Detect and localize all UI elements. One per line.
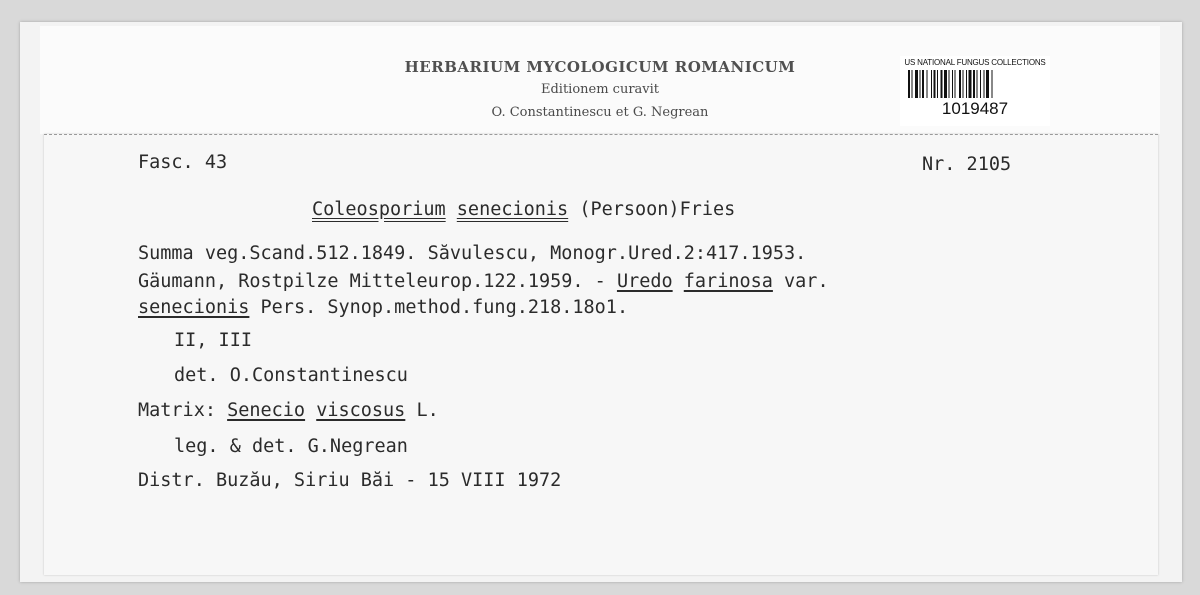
matrix-label: Matrix: (138, 400, 228, 421)
collector: leg. & det. G.Negrean (174, 436, 408, 457)
determiner: det. O.Constantinescu (174, 365, 408, 386)
host-author: L. (405, 400, 439, 421)
synonym-variety: senecionis (138, 297, 250, 318)
reference-prefix: Gäumann, Rostpilze Mitteleurop.122.1959. - (138, 271, 617, 292)
fascicle-number: Fasc. 43 (138, 152, 228, 173)
herbarium-header (390, 58, 810, 120)
editors: O. Constantinescu et G. Negrean (491, 105, 709, 120)
synonym-species: farinosa (683, 271, 773, 292)
reference-line-3 (138, 297, 628, 318)
species-name (312, 199, 735, 220)
species-author: (Persoon)Fries (579, 199, 736, 220)
exsiccata-number: Nr. 2105 (922, 154, 1012, 175)
barcode-icon (908, 70, 1042, 98)
host-species: viscosus (316, 400, 406, 421)
synonym-genus: Uredo (616, 271, 673, 292)
barcode-label (900, 56, 1050, 126)
synonym-citation: Pers. Synop.method.fung.218.18o1. (249, 297, 629, 318)
species-epithet: senecionis (456, 199, 569, 220)
reference-line-1: Summa veg.Scand.512.1849. Săvulescu, Monogr.Ured.2:417.1953. (138, 243, 807, 264)
barcode-number: 1019487 (941, 99, 1009, 118)
spore-stages: II, III (174, 330, 252, 351)
locality-date: Distr. Buzău, Siriu Băi - 15 VIII 1972 (138, 470, 562, 491)
synonym-var: var. (772, 271, 829, 292)
barcode-caption: US NATIONAL FUNGUS COLLECTIONS (904, 58, 1046, 67)
host-genus: Senecio (227, 400, 306, 421)
herbarium-title: HERBARIUM MYCOLOGICUM ROMANICUM (404, 58, 796, 76)
genus-name: Coleosporium (312, 199, 446, 220)
editor-line: Editionem curavit (540, 82, 660, 97)
matrix-line (138, 400, 439, 421)
reference-line-2 (138, 271, 829, 292)
